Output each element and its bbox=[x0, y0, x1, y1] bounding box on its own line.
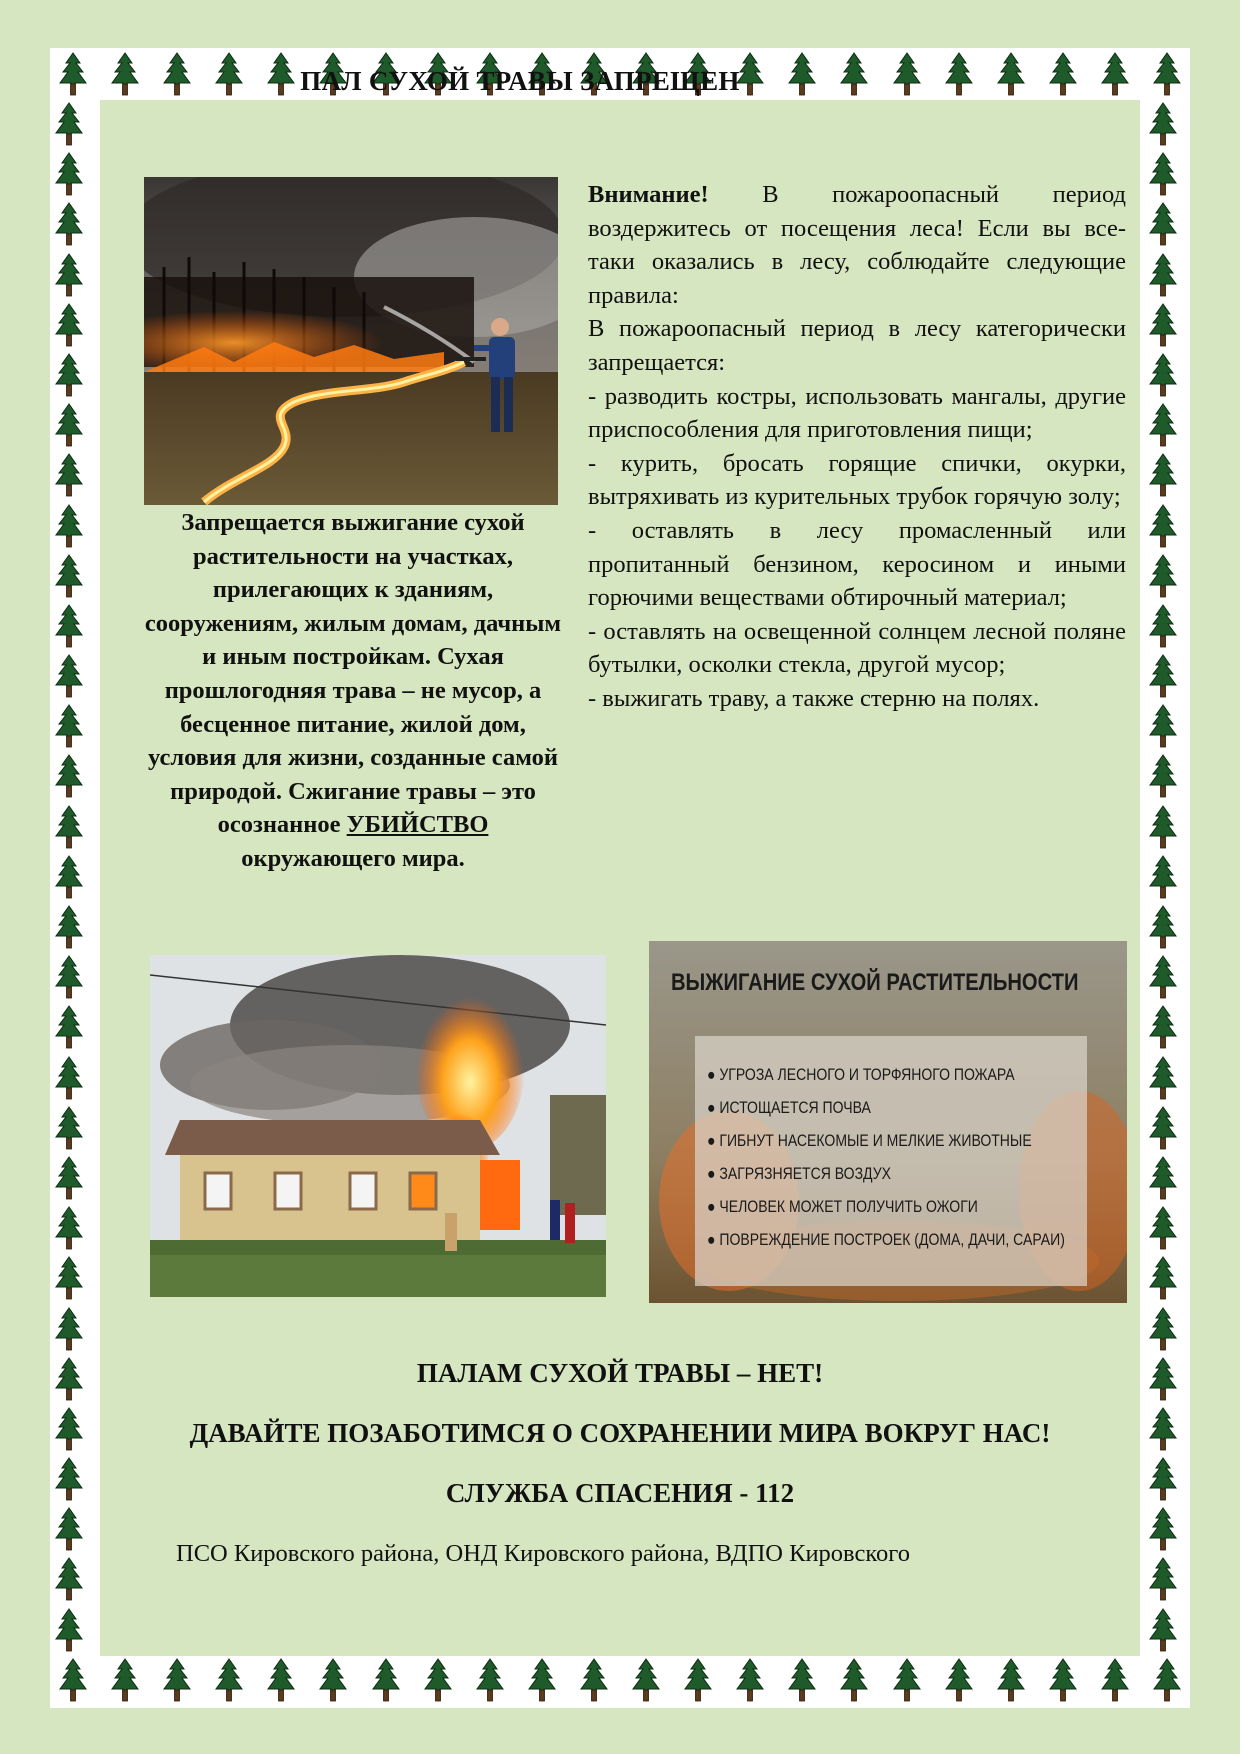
house-fire-photo bbox=[150, 955, 606, 1297]
fir-tree-icon bbox=[1148, 554, 1178, 600]
fir-tree-icon bbox=[54, 1557, 84, 1603]
fir-tree-icon bbox=[54, 1005, 84, 1051]
fir-tree-icon bbox=[996, 1658, 1026, 1704]
fir-tree-icon bbox=[1148, 1557, 1178, 1603]
fir-tree-icon bbox=[527, 1658, 557, 1704]
fir-tree-icon bbox=[631, 1658, 661, 1704]
fir-tree-icon bbox=[54, 102, 84, 148]
fir-tree-icon bbox=[54, 654, 84, 700]
bullet-dot-icon: ● bbox=[707, 1198, 720, 1216]
fir-tree-icon bbox=[1148, 102, 1178, 148]
slogan-protect-world: ДАВАЙТЕ ПОЗАБОТИМСЯ О СОХРАНЕНИИ МИРА ВОКРУГ НАС! bbox=[189, 1418, 1051, 1448]
bullet-dot-icon: ● bbox=[707, 1066, 720, 1084]
fir-tree-icon bbox=[318, 1658, 348, 1704]
fir-tree-icon bbox=[1100, 1658, 1130, 1704]
fir-tree-icon bbox=[1148, 805, 1178, 851]
fir-tree-icon bbox=[423, 1658, 453, 1704]
attention-paragraph bbox=[588, 178, 1126, 312]
fir-tree-icon bbox=[1148, 1156, 1178, 1202]
attention-label: Внимание! bbox=[588, 181, 709, 208]
fir-tree-icon bbox=[787, 1658, 817, 1704]
fir-tree-icon bbox=[735, 1658, 765, 1704]
fir-tree-icon bbox=[54, 1056, 84, 1102]
infographic-title: ВЫЖИГАНИЕ СУХОЙ РАСТИТЕЛЬНОСТИ bbox=[671, 969, 1079, 996]
fir-tree-icon bbox=[54, 604, 84, 650]
fir-tree-icon bbox=[1148, 403, 1178, 449]
fir-tree-icon bbox=[1148, 353, 1178, 399]
fir-tree-icon bbox=[54, 504, 84, 550]
fir-tree-icon bbox=[54, 1156, 84, 1202]
prohibition-text-part1: Запрещается выжигание сухой растительности на участках, прилегающих к зданиям, сооружениям, жилым домам, дачным и иным постройкам. Сухая прошлогодняя трава – не мусор, а бесценное питание, жилой дом, условия для жизни, созданные самой природой. Сжигание травы – это осознанное bbox=[144, 509, 562, 839]
fir-tree-icon bbox=[944, 1658, 974, 1704]
fir-tree-icon bbox=[1148, 604, 1178, 650]
fir-tree-icon bbox=[683, 1658, 713, 1704]
fir-tree-icon bbox=[1152, 52, 1182, 98]
fir-tree-icon bbox=[54, 754, 84, 800]
list-item: ● ГИБНУТ НАСЕКОМЫЕ И МЕЛКИЕ ЖИВОТНЫЕ bbox=[707, 1132, 1032, 1150]
fir-tree-icon bbox=[1148, 303, 1178, 349]
fir-tree-icon bbox=[1148, 1056, 1178, 1102]
fir-tree-icon bbox=[1148, 1005, 1178, 1051]
organizations-line: ПСО Кировского района, ОНД Кировского района, ВДПО Кировского bbox=[176, 1540, 910, 1567]
rule-item: - разводить костры, использовать мангалы, другие приспособления для приготовления пищи; bbox=[588, 382, 1126, 444]
rule-item: - оставлять на освещенной солнцем лесной поляне бутылки, осколки стекла, другой мусор; bbox=[588, 617, 1126, 679]
infographic-list bbox=[707, 1059, 1065, 1257]
forest-rules bbox=[588, 178, 1126, 716]
fir-tree-icon bbox=[1148, 1608, 1178, 1654]
fir-tree-icon bbox=[54, 704, 84, 750]
fir-tree-icon bbox=[54, 905, 84, 951]
fir-tree-icon bbox=[475, 1658, 505, 1704]
fir-tree-icon bbox=[54, 1307, 84, 1353]
slogan-no-grass-burning: ПАЛАМ СУХОЙ ТРАВЫ – НЕТ! bbox=[416, 1358, 824, 1388]
fir-tree-icon bbox=[371, 1658, 401, 1704]
list-item: ● ЗАГРЯЗНЯЕТСЯ ВОЗДУХ bbox=[707, 1165, 891, 1183]
fir-tree-icon bbox=[1148, 1307, 1178, 1353]
bullet-dot-icon: ● bbox=[707, 1165, 720, 1183]
page-title: ПАЛ СУХОЙ ТРАВЫ ЗАПРЕЩЕН bbox=[300, 66, 740, 96]
fir-tree-icon bbox=[110, 1658, 140, 1704]
infographic-dry-grass bbox=[649, 941, 1127, 1303]
fir-tree-icon bbox=[1148, 654, 1178, 700]
fir-tree-icon bbox=[214, 1658, 244, 1704]
fir-tree-icon bbox=[1148, 704, 1178, 750]
fir-tree-icon bbox=[1048, 1658, 1078, 1704]
fir-tree-icon bbox=[54, 1106, 84, 1152]
fir-tree-icon bbox=[1148, 1507, 1178, 1553]
fir-tree-icon bbox=[1048, 52, 1078, 98]
fir-tree-icon bbox=[54, 855, 84, 901]
fir-tree-icon bbox=[58, 1658, 88, 1704]
fir-tree-icon bbox=[54, 554, 84, 600]
fir-tree-icon bbox=[54, 202, 84, 248]
fir-tree-icon bbox=[54, 453, 84, 499]
prohibition-text-part2: окружающего мира. bbox=[241, 844, 465, 872]
fir-tree-icon bbox=[54, 303, 84, 349]
murder-underlined: УБИЙСТВО bbox=[346, 811, 489, 839]
fir-tree-icon bbox=[54, 253, 84, 299]
fir-tree-icon bbox=[1148, 1106, 1178, 1152]
fir-tree-icon bbox=[54, 955, 84, 1001]
fir-tree-icon bbox=[54, 1608, 84, 1654]
fir-tree-icon bbox=[579, 1658, 609, 1704]
fir-tree-icon bbox=[1148, 754, 1178, 800]
fir-tree-icon bbox=[1148, 152, 1178, 198]
forest-fire-photo bbox=[144, 177, 558, 505]
fir-tree-icon bbox=[1148, 504, 1178, 550]
fir-tree-icon bbox=[1148, 453, 1178, 499]
rule-item: - курить, бросать горящие спички, окурки, вытряхивать из курительных трубок горячую золу; bbox=[588, 449, 1126, 511]
bullet-dot-icon: ● bbox=[707, 1099, 720, 1117]
attention-intro: В пожароопасный период воздержитесь от посещения леса! Если вы все-таки оказались в лесу, соблюдайте следующие правила: bbox=[588, 181, 1126, 309]
fir-tree-icon bbox=[162, 1658, 192, 1704]
fir-tree-icon bbox=[1148, 905, 1178, 951]
fir-tree-icon bbox=[1148, 253, 1178, 299]
fir-tree-icon bbox=[54, 805, 84, 851]
fir-tree-icon bbox=[1148, 955, 1178, 1001]
list-item: ● ИСТОЩАЕТСЯ ПОЧВА bbox=[707, 1099, 871, 1117]
bullet-dot-icon: ● bbox=[707, 1231, 720, 1249]
tree-border-bottom bbox=[58, 1658, 1182, 1704]
fir-tree-icon bbox=[839, 1658, 869, 1704]
rescue-service-number: СЛУЖБА СПАСЕНИЯ - 112 bbox=[445, 1478, 795, 1508]
prohibition-text bbox=[144, 506, 562, 876]
fir-tree-icon bbox=[54, 152, 84, 198]
list-item: ● ПОВРЕЖДЕНИЕ ПОСТРОЕК (ДОМА, ДАЧИ, САРАИ) bbox=[707, 1231, 1065, 1249]
fir-tree-icon bbox=[54, 1206, 84, 1252]
bullet-dot-icon: ● bbox=[707, 1132, 720, 1150]
fir-tree-icon bbox=[1148, 1256, 1178, 1302]
fir-tree-icon bbox=[1148, 1206, 1178, 1252]
rule-item: - выжигать траву, а также стерню на полях. bbox=[588, 684, 1040, 712]
list-item: ● ЧЕЛОВЕК МОЖЕТ ПОЛУЧИТЬ ОЖОГИ bbox=[707, 1198, 978, 1216]
fir-tree-icon bbox=[54, 1507, 84, 1553]
prohibited-heading: В пожароопасный период в лесу категорически запрещается: bbox=[588, 315, 1126, 376]
rule-item: - оставлять в лесу промасленный или пропитанный бензином, керосином и иными горючими веществами обтирочный материал; bbox=[588, 516, 1126, 612]
fir-tree-icon bbox=[54, 403, 84, 449]
fir-tree-icon bbox=[1152, 1658, 1182, 1704]
list-item: ● УГРОЗА ЛЕСНОГО И ТОРФЯНОГО ПОЖАРА bbox=[707, 1066, 1015, 1084]
fir-tree-icon bbox=[1100, 52, 1130, 98]
fir-tree-icon bbox=[266, 1658, 296, 1704]
fir-tree-icon bbox=[892, 1658, 922, 1704]
fir-tree-icon bbox=[1148, 202, 1178, 248]
fir-tree-icon bbox=[54, 1256, 84, 1302]
fir-tree-icon bbox=[54, 353, 84, 399]
fir-tree-icon bbox=[1148, 855, 1178, 901]
